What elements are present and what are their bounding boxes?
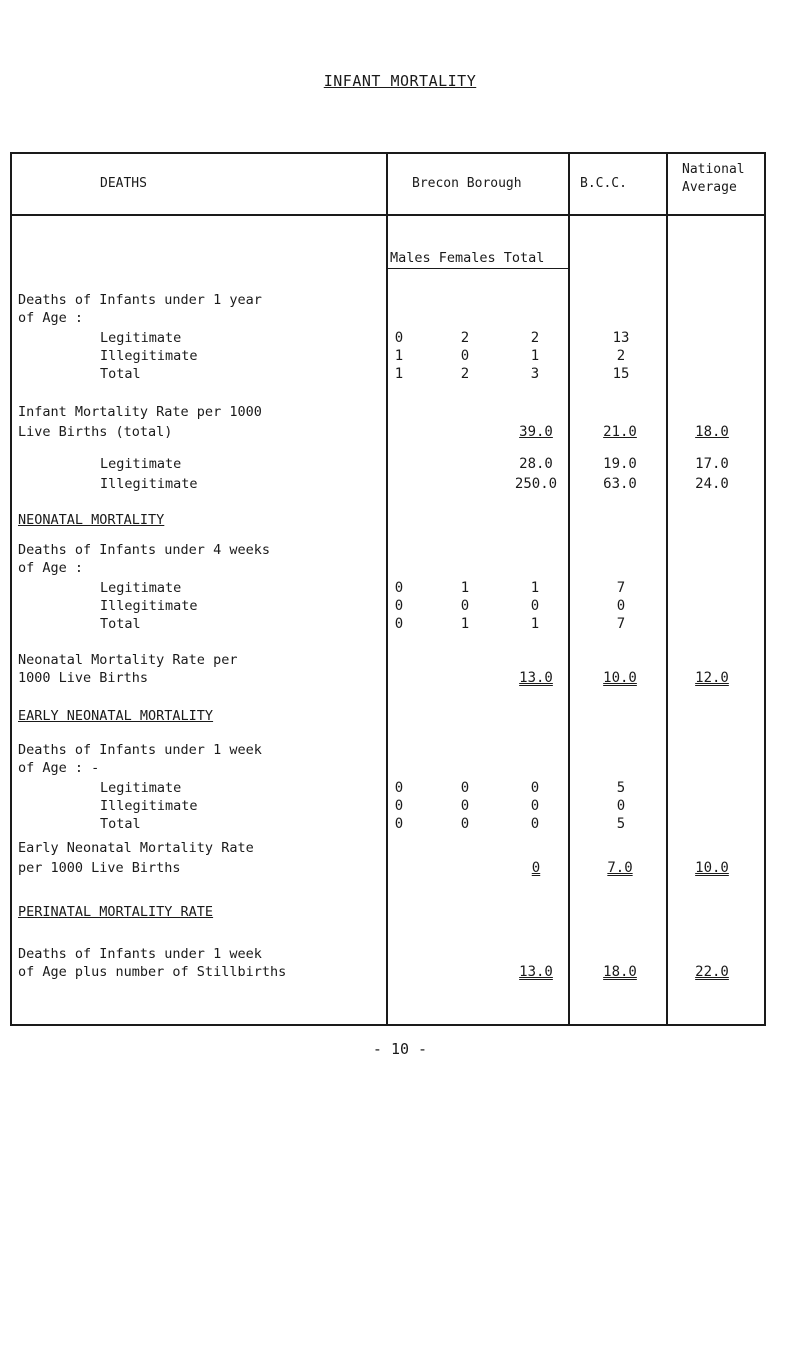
perinatal-rate-brecon: 13.0 — [519, 964, 553, 980]
infant-row-bcc: 13 — [612, 330, 630, 346]
page-number: - 10 - — [372, 1040, 428, 1058]
early-rate-bcc: 7.0 — [607, 860, 633, 876]
perinatal-intro-1: Deaths of Infants under 1 week — [18, 946, 262, 962]
early-row-total: 0 — [530, 798, 540, 814]
neonatal-row-label: Legitimate — [100, 580, 182, 596]
infant-rate-bcc: 21.0 — [603, 424, 637, 440]
neonatal-row-total: 0 — [530, 598, 540, 614]
infant-subrate-national: 24.0 — [695, 476, 729, 492]
early-row-males: 0 — [394, 816, 404, 832]
header-deaths: DEATHS — [100, 176, 147, 191]
perinatal-rate-bcc: 18.0 — [603, 964, 637, 980]
early-rate-national: 10.0 — [695, 860, 729, 876]
early-rate-label-2: per 1000 Live Births — [18, 860, 181, 876]
early-rate-brecon: 0 — [531, 860, 541, 876]
neonatal-intro-2: of Age : — [18, 560, 84, 576]
neonatal-row-females: 0 — [460, 598, 470, 614]
infant-rate-brecon: 39.0 — [519, 424, 553, 440]
neonatal-rate-label-1: Neonatal Mortality Rate per — [18, 652, 238, 668]
neonatal-row-total: 1 — [530, 616, 540, 632]
infant-intro-1: Deaths of Infants under 1 year — [18, 292, 262, 308]
early-row-label: Illegitimate — [100, 798, 198, 814]
early-intro-1: Deaths of Infants under 1 week — [18, 742, 262, 758]
infant-row-males: 1 — [394, 366, 404, 382]
infant-row-bcc: 2 — [616, 348, 626, 364]
infant-rate-label-1: Infant Mortality Rate per 1000 — [18, 404, 262, 420]
neonatal-row-bcc: 7 — [616, 616, 626, 632]
neonatal-row-label: Total — [100, 616, 141, 632]
infant-subrate-label: Illegitimate — [100, 476, 198, 492]
neonatal-row-bcc: 0 — [616, 598, 626, 614]
neonatal-row-bcc: 7 — [616, 580, 626, 596]
perinatal-intro-2: of Age plus number of Stillbirths — [18, 964, 287, 980]
infant-row-females: 0 — [460, 348, 470, 364]
neonatal-row-females: 1 — [460, 616, 470, 632]
perinatal-heading: PERINATAL MORTALITY RATE — [18, 904, 214, 920]
infant-row-females: 2 — [460, 330, 470, 346]
neonatal-heading: NEONATAL MORTALITY — [18, 512, 165, 528]
neonatal-row-total: 1 — [530, 580, 540, 596]
neonatal-rate-brecon: 13.0 — [519, 670, 553, 686]
page-title: INFANT MORTALITY — [323, 72, 477, 90]
neonatal-intro-1: Deaths of Infants under 4 weeks — [18, 542, 270, 558]
neonatal-row-label: Illegitimate — [100, 598, 198, 614]
infant-rate-national: 18.0 — [695, 424, 729, 440]
early-row-bcc: 0 — [616, 798, 626, 814]
early-intro-2: of Age : - — [18, 760, 100, 776]
infant-subrate-brecon: 250.0 — [514, 476, 558, 492]
early-row-females: 0 — [460, 780, 470, 796]
infant-row-total: 2 — [530, 330, 540, 346]
header-national-1: National — [682, 162, 745, 177]
early-row-bcc: 5 — [616, 816, 626, 832]
header-bcc: B.C.C. — [580, 176, 627, 191]
header-sub: Males Females Total — [390, 250, 545, 266]
early-heading: EARLY NEONATAL MORTALITY — [18, 708, 214, 724]
neonatal-rate-national: 12.0 — [695, 670, 729, 686]
infant-row-total: 1 — [530, 348, 540, 364]
infant-rate-label-2: Live Births (total) — [18, 424, 173, 440]
neonatal-rate-bcc: 10.0 — [603, 670, 637, 686]
neonatal-row-males: 0 — [394, 598, 404, 614]
infant-subrate-bcc: 19.0 — [603, 456, 637, 472]
infant-subrate-brecon: 28.0 — [519, 456, 553, 472]
neonatal-row-males: 0 — [394, 616, 404, 632]
early-row-females: 0 — [460, 798, 470, 814]
infant-row-males: 0 — [394, 330, 404, 346]
infant-intro-2: of Age : — [18, 310, 84, 326]
early-row-label: Legitimate — [100, 780, 182, 796]
neonatal-rate-label-2: 1000 Live Births — [18, 670, 149, 686]
early-row-total: 0 — [530, 816, 540, 832]
early-row-label: Total — [100, 816, 141, 832]
early-row-females: 0 — [460, 816, 470, 832]
early-row-total: 0 — [530, 780, 540, 796]
perinatal-rate-national: 22.0 — [695, 964, 729, 980]
infant-subrate-bcc: 63.0 — [603, 476, 637, 492]
neonatal-row-males: 0 — [394, 580, 404, 596]
header-national-2: Average — [682, 180, 737, 195]
infant-row-label: Illegitimate — [100, 348, 198, 364]
early-rate-label-1: Early Neonatal Mortality Rate — [18, 840, 254, 856]
infant-row-females: 2 — [460, 366, 470, 382]
infant-row-males: 1 — [394, 348, 404, 364]
early-row-males: 0 — [394, 798, 404, 814]
infant-row-label: Total — [100, 366, 141, 382]
infant-row-label: Legitimate — [100, 330, 182, 346]
infant-subrate-national: 17.0 — [695, 456, 729, 472]
header-brecon: Brecon Borough — [412, 176, 522, 191]
early-row-bcc: 5 — [616, 780, 626, 796]
infant-subrate-label: Legitimate — [100, 456, 182, 472]
neonatal-row-females: 1 — [460, 580, 470, 596]
early-row-males: 0 — [394, 780, 404, 796]
infant-row-bcc: 15 — [612, 366, 630, 382]
infant-row-total: 3 — [530, 366, 540, 382]
